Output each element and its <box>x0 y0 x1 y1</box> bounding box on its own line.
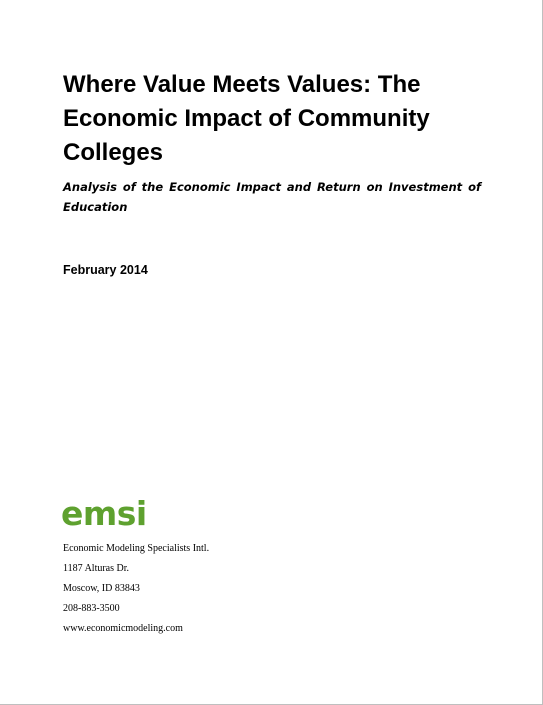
document-title: Where Value Meets Values: The Economic Impact of Community Colleges <box>63 71 430 166</box>
website-link[interactable]: www.economicmodeling.com <box>63 623 183 634</box>
phone-number: 208-883-3500 <box>63 603 120 614</box>
publication-date: February 2014 <box>63 263 148 277</box>
city-state-zip: Moscow, ID 83843 <box>63 583 140 594</box>
document-subtitle: Analysis of the Economic Impact and Return on Investment of Education <box>63 180 481 214</box>
contact-block <box>63 541 209 641</box>
organization-name: Economic Modeling Specialists Intl. <box>63 543 210 554</box>
emsi-logo: emsi <box>61 494 147 533</box>
street-address: 1187 Alturas Dr. <box>63 563 130 574</box>
